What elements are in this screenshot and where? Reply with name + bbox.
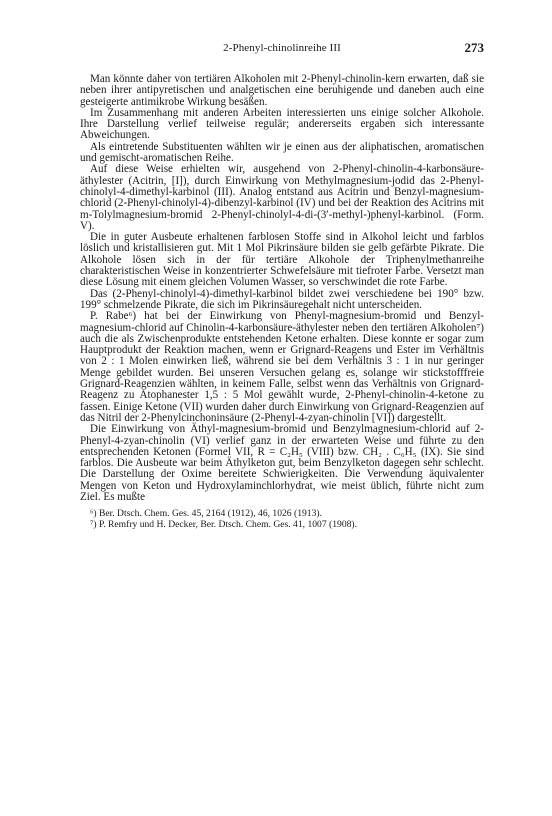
footnote: ⁷) P. Remfry und H. Decker, Ber. Dtsch. Chem. Ges. 41, 1007 (1908). — [90, 518, 358, 530]
page-number: 273 — [464, 40, 484, 55]
paragraph: Im Zusammenhang mit anderen Arbeiten interessierten uns einige solcher Alkohole. Ihre Darstellung verlief teilweise regulär; andererseits ergaben sich interessante Abweichungen. — [80, 106, 484, 142]
paragraph: Die Einwirkung von Äthyl-magnesium-bromid und Benzylmagnesium-chlorid auf 2-Phenyl-4-zyan-chinolin (VI) verlief ganz in der erwarteten Weise und führte zu den entsprechenden Ketonen (Formel VII, R = C₂H₅ (VIII) bzw. CH₂ . C₆H₅ (IX). Sie sind farblos. Die Ausbeute war beim Äthylketon gut, beim Benzylketon dagegen sehr schlecht. Die Darstellung der Oxime bereitete Schwierigkeiten. Die Verwendung äquivalenter Mengen von Keton und Hydroxylaminchlorhydrat, wie meist üblich, führte nicht zum Ziel. Es mußte — [80, 423, 484, 503]
paragraph: Als eintretende Substituenten wählten wir je einen aus der aliphatischen, aromatischen und gemischt-aromatischen Reihe. — [80, 140, 484, 165]
paragraph: Man könnte daher von tertiären Alkoholen mit 2-Phenyl-chinolin-kern erwarten, daß sie neben ihrer antipyretischen und analgetischen eine beruhigende und daneben auch eine gesteigerte antimikrobe Wirkung besäßen. — [80, 73, 484, 108]
paragraph: Auf diese Weise erhielten wir, ausgehend von 2-Phenyl-chinolin-4-karbonsäure-äthylester (Acitrin, [I]), durch Einwirkung von Methylmagnesium-jodid das 2-Phenyl-chinolyl-4-dimethyl-karbinol (III). Analog entstand aus Acitrin und Benzyl-magnesium-chlorid (2-Phenyl-chinolyl-4)-dibenzyl-karbinol (IV) und bei der Reaktion des Acitrins mit m-Tolylmagnesium-bromid 2-Phenyl-chinolyl-4-di-(3′-methyl-)phenyl-karbinol. (Form. V). — [80, 163, 484, 232]
page-header — [80, 40, 484, 62]
paragraph: Die in guter Ausbeute erhaltenen farblosen Stoffe sind in Alkohol leicht und farblos löslich und kristallisieren gut. Mit 1 Mol Pikrinsäure bilden sie gelb gefärbte Pikrate. Die Alkohole lösen sich in der für tertiäre Alkohole der Triphenylmethanreihe charakteristischen Weise in konzentrierter Schwefelsäure mit tiefroter Farbe. Versetzt man diese Lösung mit einem gleichen Volumen Wasser, so verschwindet die rote Farbe. — [80, 231, 484, 289]
body-text — [80, 74, 484, 503]
paragraph: Das (2-Phenyl-chinolyl-4)-dimethyl-karbinol bildet zwei verschiedene bei 190° bzw. 199° schmelzende Pikrate, die sich im Pikrinsäuregehalt nicht unterscheiden. — [80, 287, 484, 311]
footnotes — [80, 509, 484, 530]
running-title: 2-Phenyl-chinolinreihe III — [223, 42, 341, 54]
document-page — [80, 40, 484, 530]
paragraph: P. Rabe⁶) hat bei der Einwirkung von Phenyl-magnesium-bromid und Benzyl-magnesium-chlorid auf Chinolin-4-karbonsäure-äthylester neben den tertiären Alkoholen⁷) auch die als Zwischenprodukte entstehenden Ketone erhalten. Diese konnte er sogar zum Hauptprodukt der Reaktion machen, wenn er Grignard-Reagens und Ester im Verhältnis von 2 : 1 Molen einwirken ließ, während sie bei dem Verhältnis 3 : 1 in nur geringer Menge gebildet wurden. Bei unseren Versuchen gelang es, solange wir stickstofffreie Grignard-Reagenzien wählten, in keinem Falle, selbst wenn das Verhältnis von Grignard-Reagenz zu Atophanester 1,5 : 5 Mol gewählt wurde, 2-Phenyl-chinolin-4-ketone zu fassen. Einige Ketone (VII) wurden daher durch Einwirkung von Grignard-Reagenzien auf das Nitril der 2-Phenylcinchoninsäure (2-Phenyl-4-zyan-chinolin [VI]) dargestellt. — [80, 310, 484, 424]
footnote: ⁶) Ber. Dtsch. Chem. Ges. 45, 2164 (1912), 46, 1026 (1913). — [90, 508, 322, 520]
